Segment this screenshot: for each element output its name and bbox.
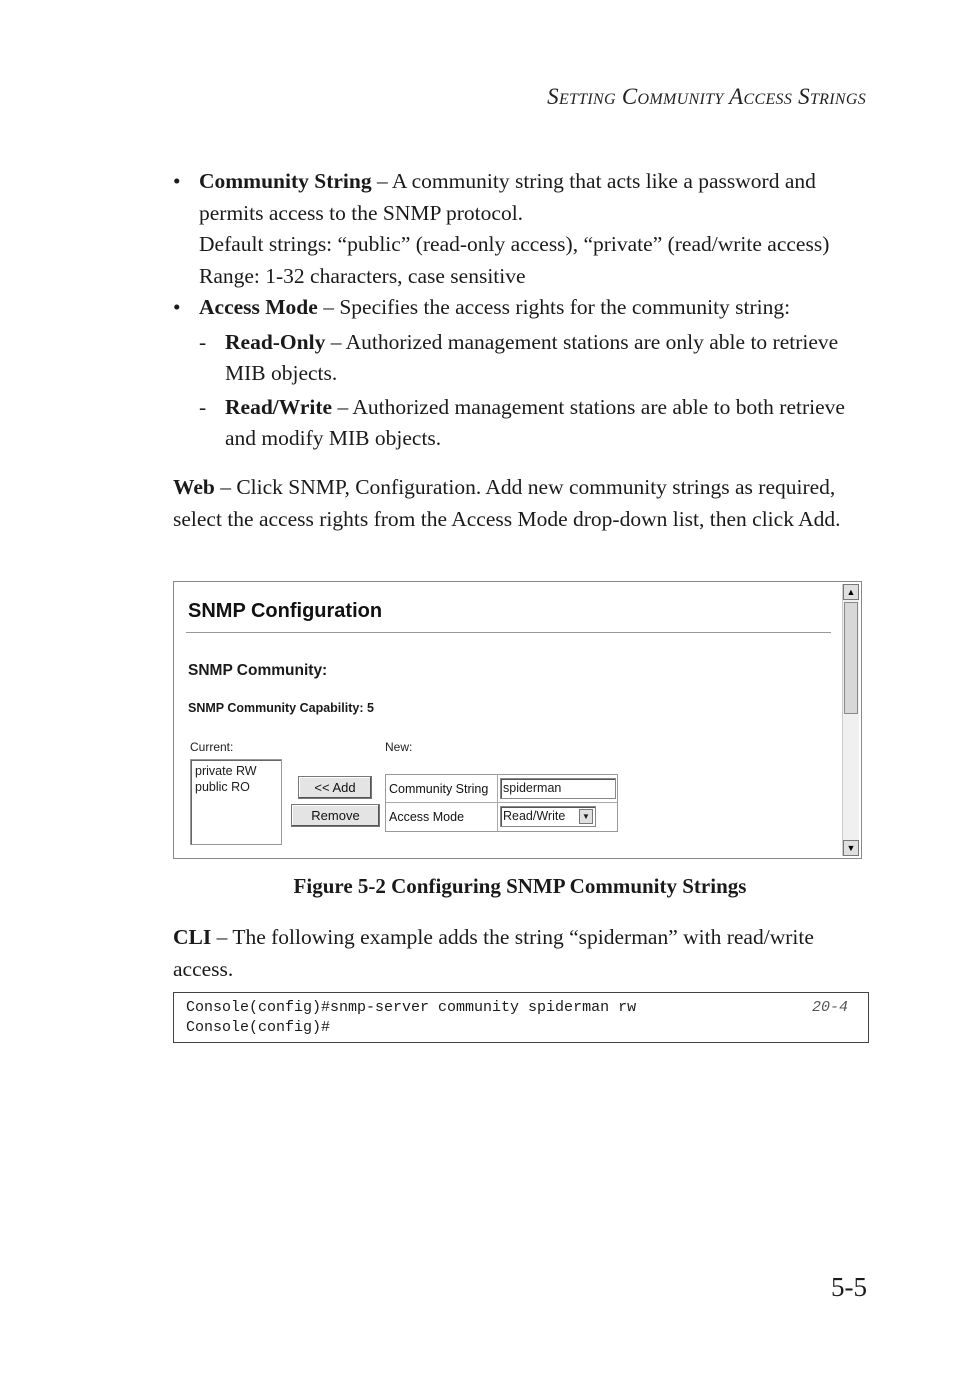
title-divider — [186, 632, 831, 633]
community-string-label: Community String — [389, 782, 489, 796]
dash-mark: - — [199, 329, 207, 354]
web-term: Web — [173, 475, 215, 499]
bullet-extra-line: Range: 1-32 characters, case sensitive — [199, 263, 526, 288]
bullet-term: Access Mode — [199, 295, 318, 319]
bullet-extra-line: Default strings: “public” (read-only access), “private” (read/write access) — [199, 232, 830, 256]
subitem-term: Read-Only — [225, 329, 326, 354]
scroll-up-icon[interactable]: ▲ — [843, 584, 859, 600]
access-mode-label: Access Mode — [389, 810, 465, 824]
capability-label: SNMP Community Capability: 5 — [188, 701, 374, 715]
bullet-community-string — [173, 166, 873, 292]
list-item[interactable]: public RO — [195, 780, 250, 794]
subitem-text: – Authorized management stations are only able to retrieve MIB objects. — [225, 329, 839, 385]
running-header: Setting Community Access Strings — [547, 84, 866, 109]
scroll-down-icon[interactable]: ▼ — [843, 840, 859, 856]
web-paragraph — [173, 472, 863, 535]
page-title: SNMP Configuration — [188, 600, 383, 622]
community-string-input[interactable]: spiderman — [500, 778, 616, 799]
cli-paragraph — [173, 922, 873, 985]
bullet-mark: • — [173, 295, 181, 319]
code-command: Console(config)#snmp-server community spiderman rw — [186, 999, 637, 1016]
form-column-divider — [497, 775, 498, 831]
new-community-form — [385, 774, 618, 832]
subitem-term: Read/Write — [225, 394, 333, 419]
web-text: – Click SNMP, Configuration. Add new community strings as required, select the access rights from the Access Mode drop-down list, then click Add. — [173, 475, 841, 531]
new-label: New: — [385, 740, 413, 754]
scrollbar-thumb[interactable] — [844, 602, 858, 714]
bullet-mark: • — [173, 169, 181, 193]
access-mode-value: Read/Write — [503, 809, 566, 823]
subitem-text: – Authorized management stations are able to both retrieve and modify MIB objects. — [225, 394, 845, 450]
bullet-list — [173, 166, 873, 455]
section-heading: SNMP Community: — [188, 662, 328, 679]
add-button[interactable]: << Add — [298, 776, 372, 799]
vertical-scrollbar[interactable] — [842, 584, 859, 856]
bullet-access-mode — [173, 292, 873, 324]
figure-caption: Figure 5-2 Configuring SNMP Community Strings — [293, 874, 747, 898]
current-community-list[interactable] — [190, 759, 282, 845]
current-label: Current: — [190, 740, 234, 754]
access-mode-select[interactable] — [500, 806, 596, 827]
subitem-read-only — [199, 327, 873, 390]
bullet-term: Community String — [199, 169, 372, 193]
chevron-down-icon[interactable]: ▼ — [579, 809, 593, 824]
snmp-configuration-screenshot — [173, 581, 862, 859]
cli-text: – The following example adds the string “spiderman” with read/write access. — [173, 925, 814, 981]
list-item[interactable]: private RW — [195, 764, 257, 778]
code-line: Console(config)# — [186, 1019, 331, 1036]
code-example — [173, 992, 869, 1043]
cli-term: CLI — [173, 925, 212, 949]
subitem-read-write — [199, 392, 873, 455]
form-row-divider — [386, 802, 617, 803]
bullet-text: – A community string that acts like a password and permits access to the SNMP protocol. — [199, 169, 816, 225]
code-reference: 20-4 — [811, 999, 848, 1016]
dash-mark: - — [199, 394, 207, 419]
remove-button[interactable]: Remove — [291, 804, 380, 827]
code-line — [186, 998, 856, 1018]
page-number: 5-5 — [831, 1272, 867, 1302]
bullet-text: – Specifies the access rights for the community string: — [317, 295, 791, 319]
